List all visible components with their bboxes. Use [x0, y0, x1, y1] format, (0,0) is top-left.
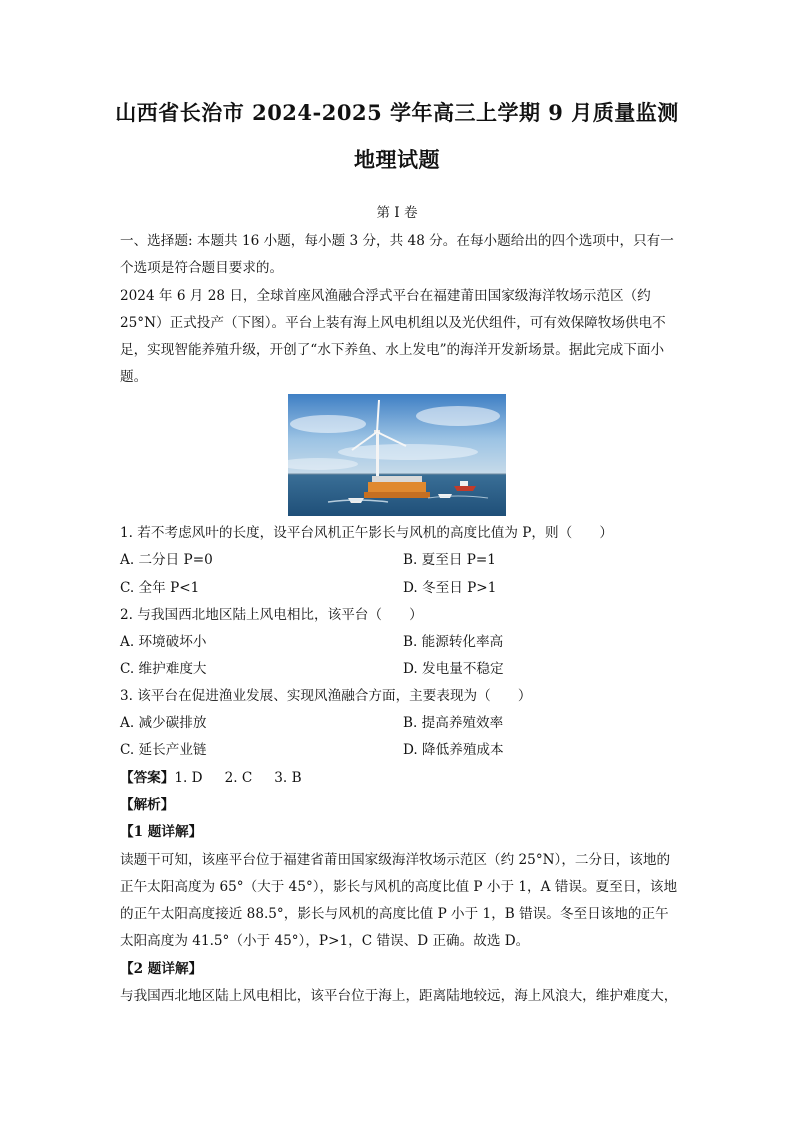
passage-line: 题。 [120, 369, 148, 385]
question-option: D. 降低养殖成本 [403, 742, 504, 758]
detail-line: 正午太阳高度为 65°（大于 45°），影长与风机的高度比值 P 小于 1，A 错误。夏至日，该地 [120, 879, 678, 895]
question-option: B. 提高养殖效率 [403, 715, 504, 731]
question-option: D. 发电量不稳定 [403, 661, 504, 677]
instruction-line: 一、选择题: 本题共 16 小题，每小题 3 分，共 48 分。在每小题给出的四个选项中，只有一 [120, 233, 674, 249]
detail-label: 【1 题详解】 [120, 824, 203, 840]
passage-line: 25°N）正式投产（下图）。平台上装有海上风电机组以及光伏组件，可有效保障牧场供电不 [120, 315, 666, 331]
answer-item: 2. C [224, 770, 253, 786]
detail-line: 读题干可知，该座平台位于福建省莆田国家级海洋牧场示范区（约 25°N），二分日，该地的 [120, 852, 671, 868]
question-option: A. 减少碳排放 [120, 715, 207, 731]
detail-line: 与我国西北地区陆上风电相比，该平台位于海上，距离陆地较远，海上风浪大，维护难度大， [120, 988, 678, 1004]
instruction-line: 个选项是符合题目要求的。 [120, 260, 284, 276]
offshore-wind-platform-photo [288, 394, 506, 516]
page-subtitle: 地理试题 [354, 147, 440, 172]
question-option: C. 维护难度大 [120, 661, 207, 677]
detail-line: 的正午太阳高度接近 88.5°，影长与风机的高度比值 P 小于 1，B 错误。冬至日该地的正午 [120, 906, 669, 922]
question-option: B. 能源转化率高 [403, 634, 504, 650]
question-option: D. 冬至日 P>1 [403, 580, 497, 596]
section-label: 第 I 卷 [376, 205, 418, 221]
passage-line: 足，实现智能养殖升级，开创了“水下养鱼、水上发电”的海洋开发新场景。据此完成下面小 [120, 342, 665, 358]
answer-label: 【答案】 [120, 770, 175, 786]
question-stem: 3. 该平台在促进渔业发展、实现风渔融合方面，主要表现为（ ） [120, 688, 532, 704]
question-option: C. 全年 P<1 [120, 580, 200, 596]
analysis-label: 【解析】 [120, 797, 175, 813]
question-option: B. 夏至日 P=1 [403, 552, 496, 568]
answer-item: 3. B [274, 770, 302, 786]
question-stem: 1. 若不考虑风叶的长度，设平台风机正午影长与风机的高度比值为 P，则（ ） [120, 525, 613, 541]
answer-line [120, 769, 680, 787]
detail-line: 太阳高度为 41.5°（小于 45°），P>1，C 错误、D 正确。故选 D。 [120, 933, 530, 949]
passage-line: 2024 年 6 月 28 日，全球首座风渔融合浮式平台在福建莆田国家级海洋牧场示范区（约 [120, 288, 651, 304]
detail-label: 【2 题详解】 [120, 961, 203, 977]
question-option: A. 环境破坏小 [120, 634, 207, 650]
question-stem: 2. 与我国西北地区陆上风电相比，该平台（ ） [120, 607, 423, 623]
question-option: A. 二分日 P=0 [120, 552, 213, 568]
page-title: 山西省长治市 2024-2025 学年高三上学期 9 月质量监测 [115, 100, 679, 125]
answer-item: 1. D [174, 770, 203, 786]
question-option: C. 延长产业链 [120, 742, 207, 758]
